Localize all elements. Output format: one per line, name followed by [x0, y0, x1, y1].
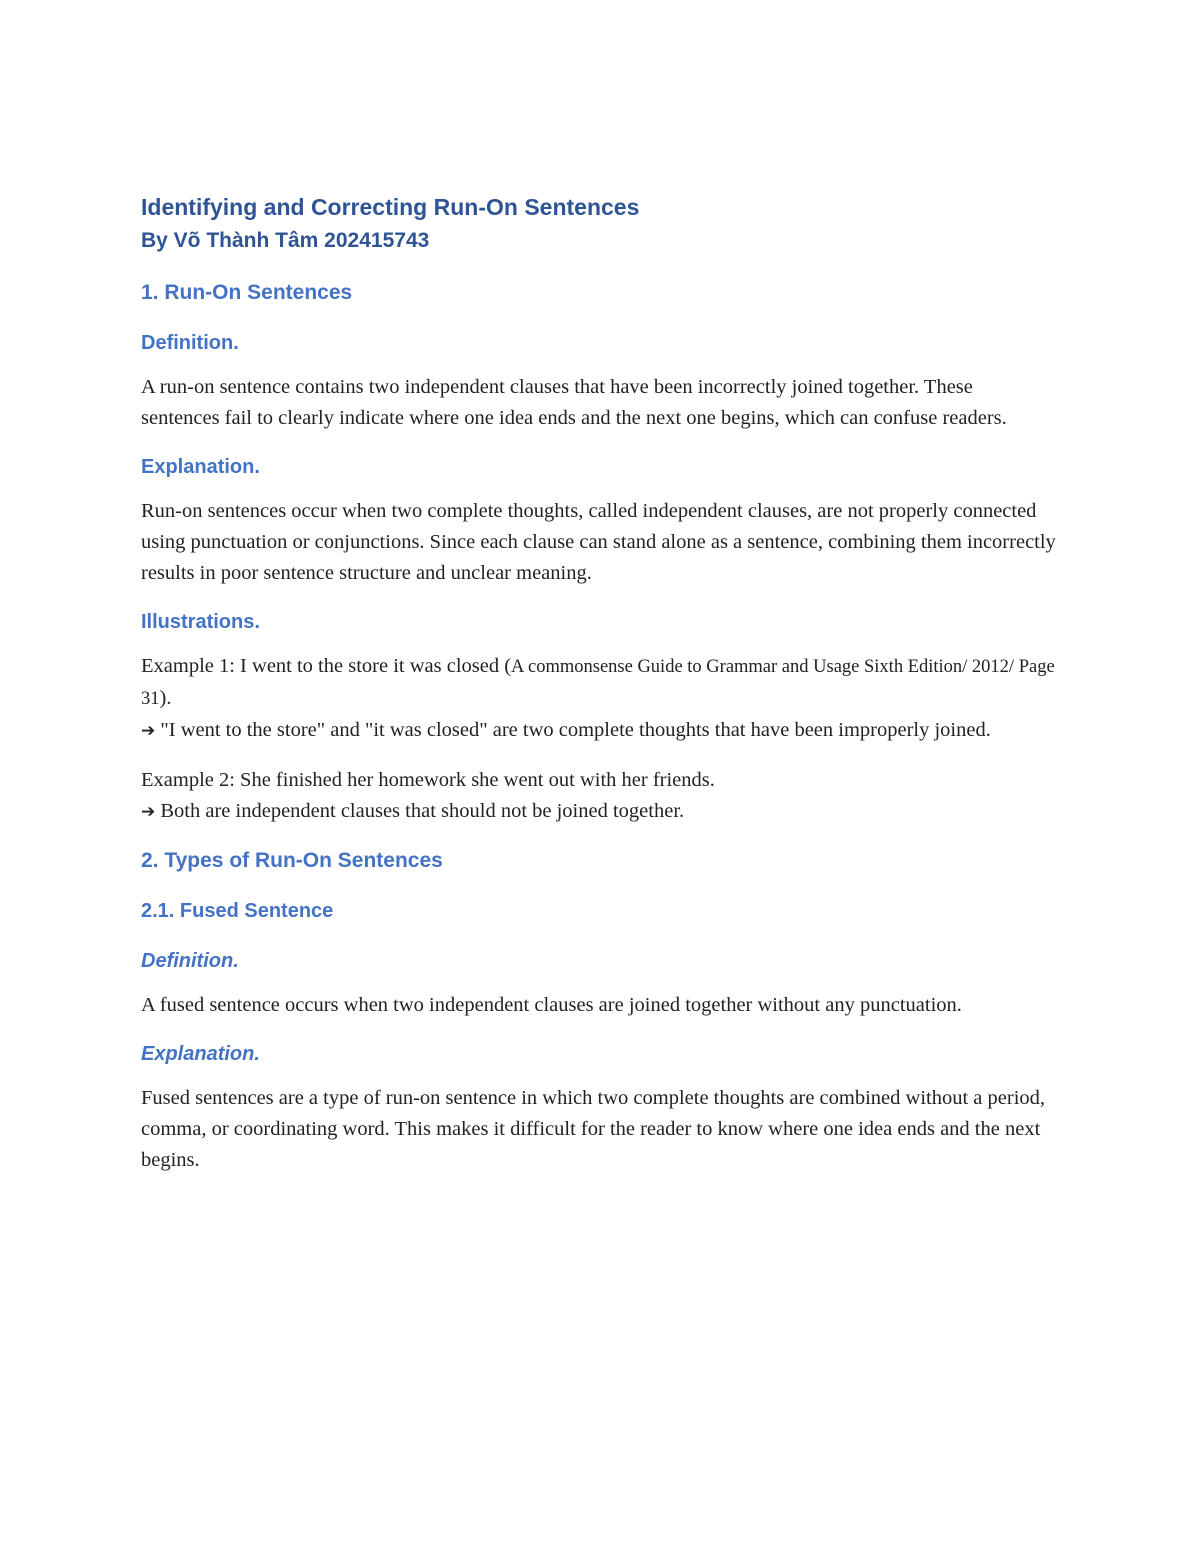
section-2-explanation-text: Fused sentences are a type of run-on sentence in which two complete thoughts are combined without a period, comma, or coordinating word. This makes it difficult for the reader to know where one idea ends and the next begins. [141, 1087, 1046, 1171]
example-2-note-line [141, 796, 1056, 828]
section-1-explanation-text: Run-on sentences occur when two complete thoughts, called independent clauses, are not properly connected using punctuation or conjunctions. Since each clause can stand alone as a sentence, combining them incorrectly results in poor sentence structure and unclear meaning. [141, 500, 1056, 584]
arrow-right-icon: ➔ [141, 802, 156, 822]
section-2-definition-heading: Definition. [141, 950, 239, 972]
section-2-explanation-heading: Explanation. [141, 1043, 260, 1065]
example-1-source: A commonsense Guide to Grammar and Usage Sixth Edition/ 2012/ Page 31 [141, 657, 1055, 709]
example-1-text: Example 1: I went to the store it was closed ( [141, 655, 512, 677]
example-1 [141, 651, 1056, 747]
example-2-text: Example 2: She finished her homework she went out with her friends. [141, 769, 715, 791]
section-1-heading: 1. Run-On Sentences [141, 281, 353, 304]
section-1-definition-text: A run-on sentence contains two independent clauses that have been incorrectly joined together. These sentences fail to clearly indicate where one idea ends and the next one begins, which can confuse readers. [141, 376, 1007, 429]
section-2-definition-text: A fused sentence occurs when two independent clauses are joined together without any punctuation. [141, 994, 962, 1016]
section-2-1-heading: 2.1. Fused Sentence [141, 900, 334, 922]
example-1-note: "I went to the store" and "it was closed" are two complete thoughts that have been improperly joined. [155, 719, 991, 741]
section-2-heading: 2. Types of Run-On Sentences [141, 849, 443, 872]
arrow-right-icon: ➔ [141, 721, 156, 741]
example-1-note-line [141, 715, 1056, 747]
section-1-illustrations-heading: Illustrations. [141, 611, 260, 633]
example-1-close: ). [159, 687, 172, 709]
document-page [141, 190, 1056, 1194]
section-1-explanation-heading: Explanation. [141, 456, 260, 478]
example-2 [141, 765, 1056, 828]
document-author: By Võ Thành Tâm 202415743 [141, 229, 430, 252]
document-title: Identifying and Correcting Run-On Sentences [141, 194, 640, 220]
example-2-note: Both are independent clauses that should not be joined together. [155, 800, 685, 822]
section-1-definition-heading: Definition. [141, 332, 239, 354]
